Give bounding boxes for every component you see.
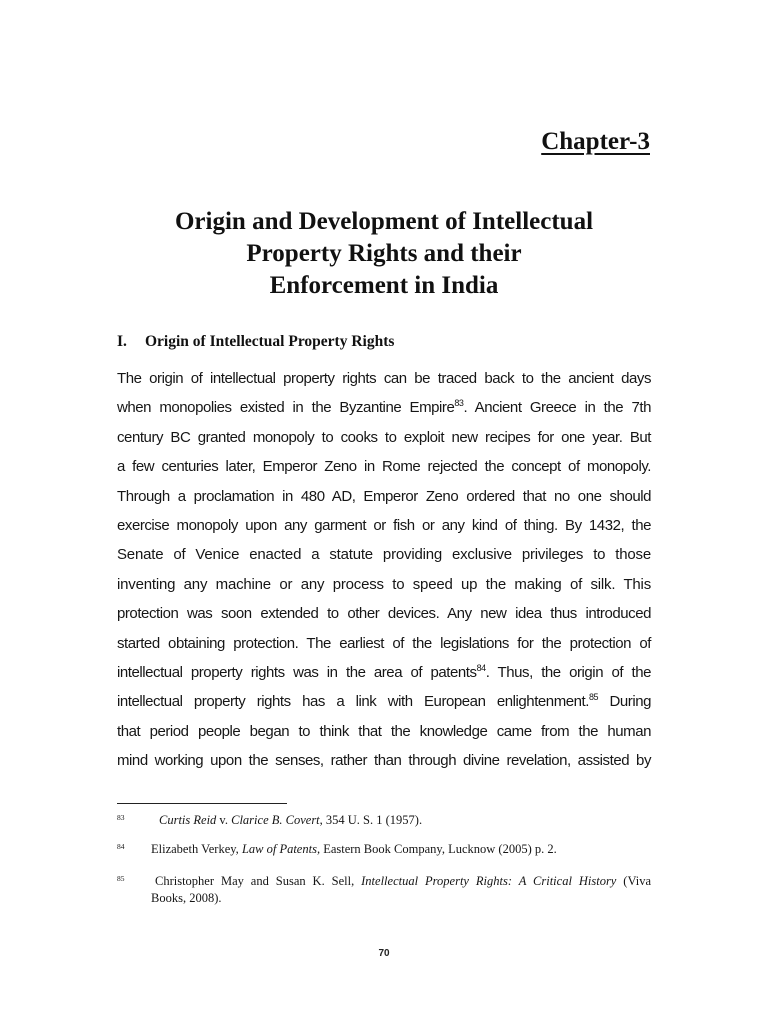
body-line bbox=[117, 717, 651, 746]
chapter-label: Chapter-3 bbox=[541, 128, 650, 155]
footnote-ref-85: 85 bbox=[588, 692, 599, 703]
case-name: Curtis Reid bbox=[159, 813, 217, 827]
footnote-text-part: Eastern Book Company, Lucknow (2005) p. 2. bbox=[320, 842, 557, 856]
section-heading bbox=[117, 333, 394, 351]
body-line-text: century BC granted monopoly to cooks to exploit new recipes for one year. But bbox=[117, 428, 651, 446]
footnote-text-continued: Books, 2008). bbox=[151, 891, 222, 905]
body-line-text: inventing any machine or any process to speed up the making of silk. This bbox=[117, 575, 651, 593]
body-line bbox=[117, 540, 651, 569]
footnote-text-part: , 354 U. S. 1 (1957). bbox=[319, 813, 423, 827]
body-line-text bbox=[117, 393, 651, 422]
case-name: Clarice B. Covert bbox=[231, 813, 320, 827]
body-line bbox=[117, 423, 651, 452]
body-line-text: protection was soon extended to other devices. Any new idea thus introduced bbox=[117, 605, 651, 623]
footnote-text-part: (Viva bbox=[616, 874, 651, 888]
body-line-text: . Thus, the origin of the bbox=[485, 663, 651, 681]
body-line-text: started obtaining protection. The earliest of the legislations for the protection of bbox=[117, 634, 651, 652]
body-line-text: a few centuries later, Emperor Zeno in Rome rejected the concept of monopoly. bbox=[117, 458, 651, 476]
book-title: Intellectual Property Rights: A Critical History bbox=[361, 874, 617, 888]
footnote-ref-83: 83 bbox=[454, 398, 464, 409]
footnote-ref-84: 84 bbox=[476, 662, 486, 673]
page-number: 70 bbox=[378, 948, 390, 959]
body-line bbox=[117, 452, 651, 481]
body-line bbox=[117, 746, 651, 775]
body-line-text: when monopolies existed in the Byzantine Empire bbox=[117, 399, 455, 417]
body-line bbox=[117, 364, 651, 393]
footnote-text-part: v. bbox=[216, 813, 232, 827]
body-line-text: intellectual property rights was in the area of patents bbox=[117, 663, 477, 681]
body-line-text: During bbox=[598, 693, 651, 711]
body-line-text: Through a proclamation in 480 AD, Emperor Zeno ordered that no one should bbox=[117, 487, 651, 505]
section-number: I. bbox=[117, 333, 127, 350]
section-title: Origin of Intellectual Property Rights bbox=[145, 333, 395, 350]
body-line bbox=[117, 511, 651, 540]
chapter-title-line-1: Origin and Development of Intellectual bbox=[174, 208, 594, 235]
body-line bbox=[117, 658, 651, 687]
chapter-title-line-3: Enforcement in India bbox=[269, 272, 499, 299]
footnote-text bbox=[155, 873, 651, 890]
body-paragraph bbox=[117, 364, 651, 775]
body-line-text: intellectual property rights has a link with European enlightenment. bbox=[117, 693, 589, 711]
body-line-text: . Ancient Greece in the 7th bbox=[463, 399, 651, 417]
body-line-text: The origin of intellectual property rights can be traced back to the ancient days bbox=[117, 370, 651, 387]
footnote-text-part: Elizabeth Verkey, bbox=[151, 842, 242, 856]
footnote-text bbox=[151, 841, 651, 858]
body-line bbox=[117, 393, 651, 422]
body-line bbox=[117, 629, 651, 658]
footnote-text bbox=[159, 812, 651, 829]
body-line-text: mind working upon the senses, rather than through divine revelation, assisted by bbox=[117, 752, 651, 770]
footnote-text-part: Christopher May and Susan K. Sell, bbox=[155, 874, 362, 888]
body-line-text: that period people began to think that the knowledge came from the human bbox=[117, 722, 651, 740]
footnote-number: 85 bbox=[117, 874, 125, 883]
footnote-number: 83 bbox=[117, 813, 125, 822]
book-title: Law of Patents, bbox=[241, 842, 321, 856]
body-line bbox=[117, 570, 651, 599]
body-line bbox=[117, 482, 651, 511]
body-line-text bbox=[117, 658, 651, 687]
chapter-title-line-2: Property Rights and their bbox=[246, 240, 522, 267]
body-line-text bbox=[117, 687, 651, 716]
body-line-text: exercise monopoly upon any garment or fish or any kind of thing. By 1432, the bbox=[117, 516, 651, 534]
body-line-text: Senate of Venice enacted a statute providing exclusive privileges to those bbox=[117, 546, 651, 564]
footnote-number: 84 bbox=[117, 842, 125, 851]
body-line bbox=[117, 599, 651, 628]
footnote-separator bbox=[117, 803, 287, 804]
chapter-title bbox=[118, 206, 650, 302]
body-line bbox=[117, 687, 651, 716]
